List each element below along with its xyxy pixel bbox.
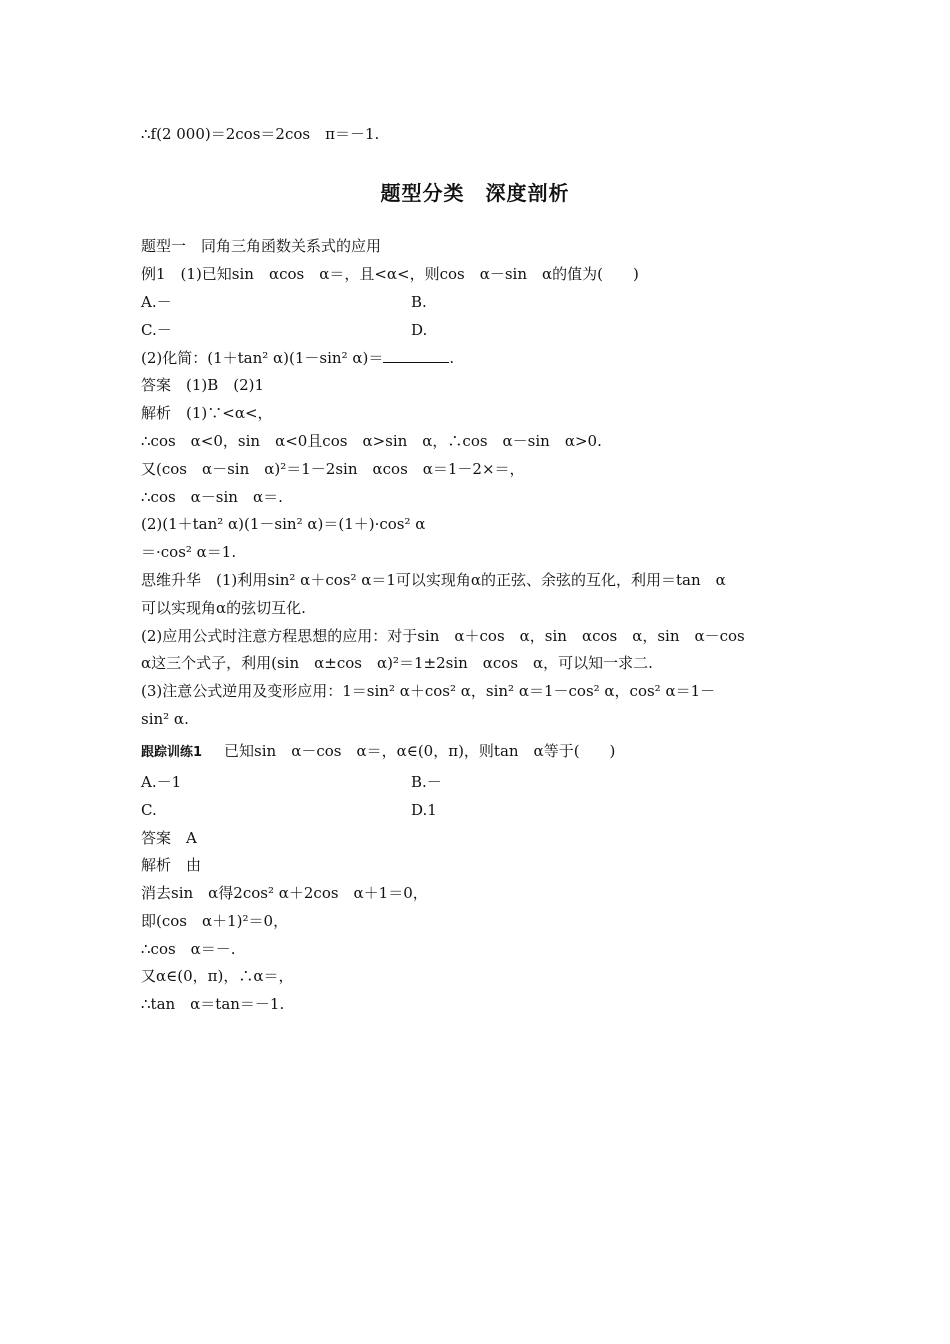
track1-option-c: C. <box>141 801 157 819</box>
insight-line2-cont: α这三个式子，利用(sin α±cos α)²＝1±2sin αcos α，可以知一求二. <box>141 654 653 672</box>
example1-solution-line6: ＝·cos² α＝1. <box>141 543 237 561</box>
track1-solution-line6: ∴tan α＝tan＝－1. <box>141 995 285 1013</box>
example1-option-d: D. <box>411 321 428 339</box>
section-title: 题型分类 深度剖析 <box>380 181 570 205</box>
example1-option-b: B. <box>411 293 427 311</box>
type1-heading: 题型一 同角三角函数关系式的应用 <box>141 237 382 255</box>
track1-question: 已知sin α－cos α＝，α∈(0，π)，则tan α等于( ) <box>224 742 616 760</box>
question2-text: (2)化简：(1＋tan² α)(1－sin² α)＝ <box>141 349 384 367</box>
example1-option-c: C.－ <box>141 321 172 339</box>
track1-row <box>141 741 615 763</box>
example1-question1: 例1 (1)已知sin αcos α＝，且<α<，则cos α－sin α的值为( ) <box>141 265 639 283</box>
example1-answer: 答案 (1)B (2)1 <box>141 376 265 394</box>
answer-blank <box>383 348 449 363</box>
track1-solution-line5: 又α∈(0，π)，∴α＝， <box>141 967 294 985</box>
example1-option-a: A.－ <box>141 293 172 311</box>
track1-option-b: B.－ <box>411 773 442 791</box>
track1-option-a: A.－1 <box>141 773 182 791</box>
example1-question2 <box>141 348 454 368</box>
track1-solution-line1: 解析 由 <box>141 856 202 874</box>
example1-solution-line3: 又(cos α－sin α)²＝1－2sin αcos α＝1－2×＝， <box>141 460 525 478</box>
example1-solution-line2: ∴cos α<0，sin α<0且cos α>sin α，∴cos α－sin α>0. <box>141 432 602 450</box>
track1-label: 跟踪训练1 <box>141 745 203 760</box>
track1-option-d: D.1 <box>411 801 437 819</box>
top-conclusion-line: ∴f(2 000)＝2cos＝2cos π＝－1. <box>141 125 380 143</box>
example1-solution-line5: (2)(1＋tan² α)(1－sin² α)＝(1＋)·cos² α <box>141 515 426 533</box>
question2-end: . <box>449 349 455 367</box>
track1-solution-line2: 消去sin α得2cos² α＋2cos α＋1＝0， <box>141 884 428 902</box>
insight-line1: 思维升华 (1)利用sin² α＋cos² α＝1可以实现角α的正弦、余弦的互化，利用＝tan α <box>141 571 726 589</box>
insight-line2: (2)应用公式时注意方程思想的应用：对于sin α＋cos α，sin αcos α，sin α－cos <box>141 627 745 645</box>
track1-solution-line4: ∴cos α＝－. <box>141 940 236 958</box>
track1-answer: 答案 A <box>141 829 197 847</box>
track1-solution-line3: 即(cos α＋1)²＝0， <box>141 912 289 930</box>
insight-line3: (3)注意公式逆用及变形应用：1＝sin² α＋cos² α，sin² α＝1－cos² α，cos² α＝1－ <box>141 682 716 700</box>
insight-line3-cont: sin² α. <box>141 710 189 728</box>
example1-solution-line1: 解析 (1)∵<α<， <box>141 404 273 422</box>
example1-solution-line4: ∴cos α－sin α＝. <box>141 488 283 506</box>
insight-line1-cont: 可以实现角α的弦切互化. <box>141 599 306 617</box>
